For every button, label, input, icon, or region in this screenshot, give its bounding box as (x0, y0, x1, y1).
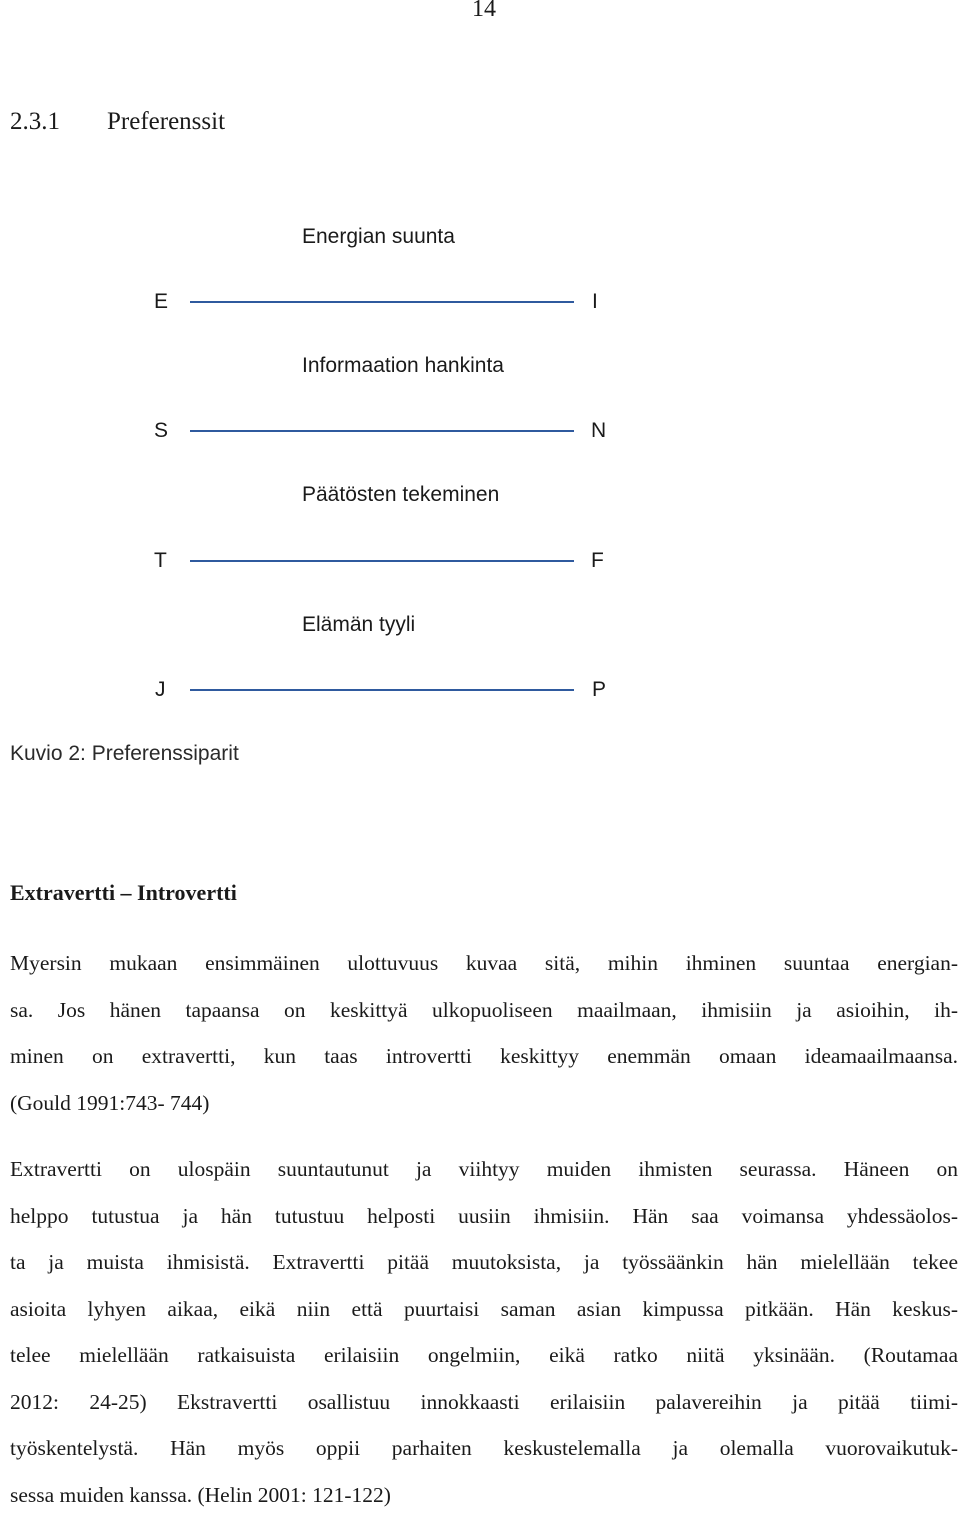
paragraph-line: 2012: 24-25) Ekstravertti osallistuu innokkaasti erilaisiin palavereihin ja pitää tiimi- (10, 1379, 958, 1426)
paragraph-line: helppo tutustua ja hän tutustuu helposti uusiin ihmisiin. Hän saa voimansa yhdessäolos- (10, 1193, 958, 1240)
diagram-row-title: Energian suunta (302, 225, 455, 249)
diagram-left-letter: E (154, 290, 168, 314)
diagram-left-letter: T (154, 549, 167, 573)
page-number: 14 (472, 0, 496, 23)
paragraph-line: työskentelystä. Hän myös oppii parhaiten keskustelemalla ja olemalla vuorovaikutuk- (10, 1425, 958, 1472)
paragraph-line: sessa muiden kanssa. (Helin 2001: 121-122) (10, 1472, 958, 1518)
diagram-left-letter: S (154, 419, 168, 443)
paragraph-line: sa. Jos hänen tapaansa on keskittyä ulkopuoliseen maailmaan, ihmisiin ja asioihin, ih- (10, 987, 958, 1034)
paragraph-line: asioita lyhyen aikaa, eikä niin että puurtaisi saman asian kimpussa pitkään. Hän keskus- (10, 1286, 958, 1333)
diagram-right-letter: N (591, 419, 606, 443)
subsection-title: Extravertti – Introvertti (10, 880, 237, 906)
paragraph-line: ta ja muista ihmisistä. Extravertti pitää muutoksista, ja työssäänkin hän mielellään tekee (10, 1239, 958, 1286)
paragraph-line: Myersin mukaan ensimmäinen ulottuvuus kuvaa sitä, mihin ihminen suuntaa energian- (10, 940, 958, 987)
paragraph-2 (10, 1146, 958, 1518)
paragraph-line: (Gould 1991:743- 744) (10, 1080, 958, 1127)
diagram-line (190, 560, 574, 562)
diagram-row-title: Elämän tyyli (302, 613, 415, 637)
diagram-row-title: Päätösten tekeminen (302, 483, 499, 507)
figure-caption: Kuvio 2: Preferenssiparit (10, 742, 239, 766)
diagram-line (190, 689, 574, 691)
diagram-line (190, 430, 574, 432)
diagram-right-letter: P (592, 678, 606, 702)
paragraph-line: Extravertti on ulospäin suuntautunut ja viihtyy muiden ihmisten seurassa. Häneen on (10, 1146, 958, 1193)
paragraph-line: minen on extravertti, kun taas introvertti keskittyy enemmän omaan ideamaailmaansa. (10, 1033, 958, 1080)
paragraph-1 (10, 940, 958, 1126)
diagram-right-letter: F (591, 549, 604, 573)
paragraph-line: telee mielellään ratkaisuista erilaisiin ongelmiin, eikä ratko niitä yksinään. (Routamaa (10, 1332, 958, 1379)
diagram-right-letter: I (592, 290, 598, 314)
diagram-left-letter: J (155, 678, 166, 702)
section-number: 2.3.1 (10, 108, 60, 136)
section-title: Preferenssit (107, 108, 225, 136)
diagram-line (190, 301, 574, 303)
diagram-row-title: Informaation hankinta (302, 354, 504, 378)
